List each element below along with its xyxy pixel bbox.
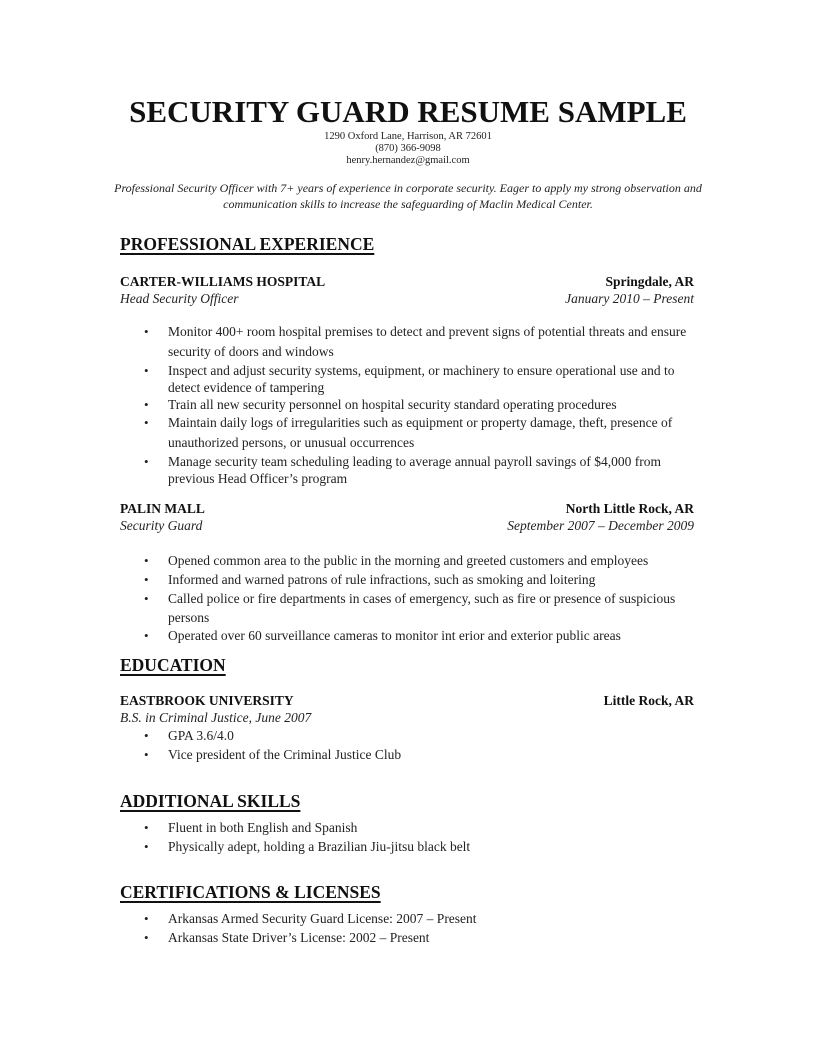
bullet-icon: •: [144, 553, 149, 568]
bullet-item: • Operated over 60 surveillance cameras to monitor int erior and exterior public areas: [144, 628, 621, 643]
bullet-icon: •: [144, 363, 149, 378]
school-name: EASTBROOK UNIVERSITY: [120, 693, 294, 708]
bullet-icon: •: [144, 747, 149, 762]
bullet-icon: •: [144, 820, 149, 835]
bullet-item: • Maintain daily logs of irregularities such as equipment or property damage, theft, presence of unauthorized persons, or unusual occurrences: [144, 415, 673, 450]
job-role: Head Security Officer: [120, 291, 239, 306]
certification-bullets: [120, 909, 700, 946]
bullet-item: • Opened common area to the public in the morning and greeted customers and employees: [144, 553, 649, 568]
bullet-icon: •: [144, 628, 149, 643]
bullet-icon: •: [144, 911, 149, 926]
employer: PALIN MALL: [120, 501, 205, 516]
bullet-item: • Train all new security personnel on hospital security standard operating procedures: [144, 397, 617, 412]
phone: (870) 366-9098: [375, 143, 441, 154]
job-subheader: [120, 290, 694, 307]
section-heading-skills: ADDITIONAL SKILLS: [120, 791, 301, 811]
address: 1290 Oxford Lane, Harrison, AR 72601: [324, 131, 492, 142]
job-dates: September 2007 – December 2009: [507, 518, 694, 533]
bullet-item: • Arkansas Armed Security Guard License: 2007 – Present: [120, 909, 700, 929]
job-bullets-2: [120, 551, 700, 644]
resume-title: SECURITY GUARD RESUME SAMPLE: [129, 94, 687, 129]
bullet-icon: •: [144, 572, 149, 587]
job-role: Security Guard: [120, 518, 203, 533]
bullet-item: • Fluent in both English and Spanish: [120, 818, 700, 838]
skills-bullets: [120, 818, 700, 855]
job-bullets-1: [120, 322, 700, 487]
job-subheader: [120, 517, 694, 534]
section-heading-education: EDUCATION: [120, 655, 226, 675]
employer: CARTER-WILLIAMS HOSPITAL: [120, 274, 326, 289]
bullet-item: • Informed and warned patrons of rule infractions, such as smoking and loitering: [144, 572, 596, 587]
bullet-item: • Monitor 400+ room hospital premises to detect and prevent signs of potential threats and ensure security of doors and windows: [144, 324, 687, 359]
bullet-icon: •: [144, 454, 149, 469]
job-header: [120, 500, 694, 517]
bullet-item: • Vice president of the Criminal Justice Club: [144, 747, 402, 762]
bullet-item: • Manage security team scheduling leading to average annual payroll savings of $4,000 from previous Head Officer’s program: [144, 454, 661, 486]
section-heading-certifications: CERTIFICATIONS & LICENSES: [120, 882, 381, 902]
school-location: Little Rock, AR: [603, 693, 694, 708]
job-dates: January 2010 – Present: [565, 291, 694, 306]
bullet-item: • Inspect and adjust security systems, equipment, or machinery to ensure operational use and to detect evidence of tampering: [144, 363, 675, 395]
job-header: [120, 273, 694, 290]
bullet-icon: •: [144, 324, 149, 339]
job-location: Springdale, AR: [605, 274, 694, 289]
education-bullets: [120, 726, 700, 763]
bullet-item: • Arkansas State Driver’s License: 2002 – Present: [144, 930, 430, 945]
bullet-icon: •: [144, 591, 149, 606]
bullet-icon: •: [144, 930, 149, 945]
job-location: North Little Rock, AR: [565, 501, 694, 516]
section-heading-experience: PROFESSIONAL EXPERIENCE: [120, 234, 375, 254]
bullet-icon: •: [144, 839, 149, 854]
bullet-item: • Physically adept, holding a Brazilian Jiu-jitsu black belt: [144, 839, 471, 854]
bullet-icon: •: [144, 415, 149, 430]
summary: Professional Security Officer with 7+ years of experience in corporate security. Eager to apply my strong observation and communication skills to increase the safeguarding of Maclin Medical Center.: [114, 181, 702, 211]
bullet-item: • GPA 3.6/4.0: [120, 726, 700, 746]
bullet-icon: •: [144, 728, 149, 743]
degree: B.S. in Criminal Justice, June 2007: [120, 710, 312, 725]
bullet-item: • Called police or fire departments in cases of emergency, such as fire or presence of suspicious persons: [144, 591, 676, 625]
email: henry.hernandez@gmail.com: [346, 155, 470, 166]
school-header: [120, 692, 694, 709]
bullet-icon: •: [144, 397, 149, 412]
